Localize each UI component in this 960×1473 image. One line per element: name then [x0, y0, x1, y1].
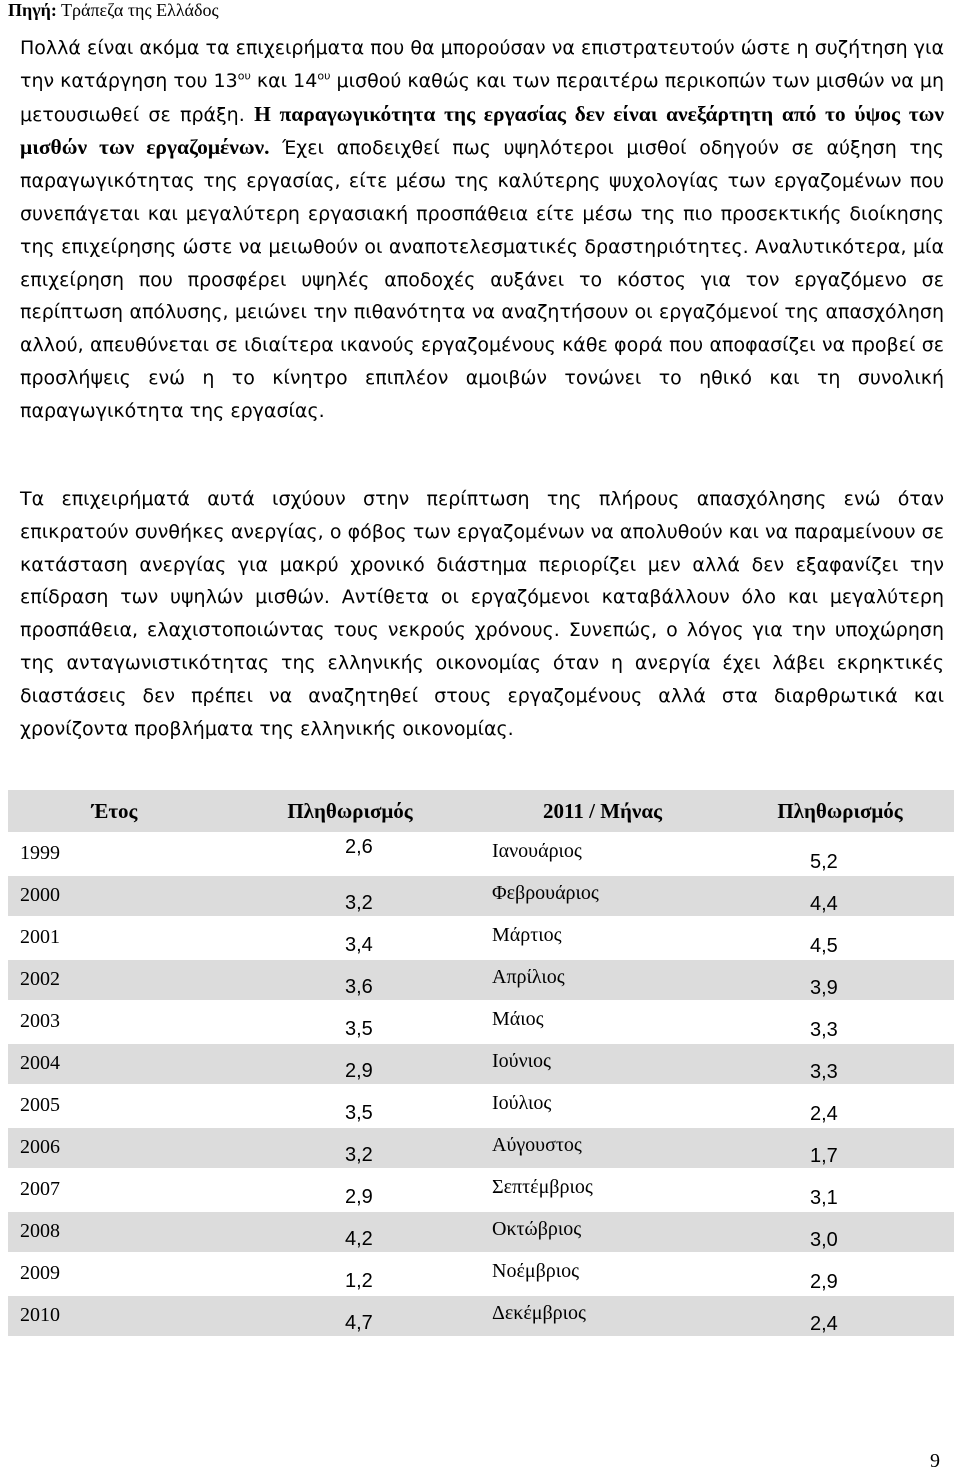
- month-cell: [479, 1295, 726, 1337]
- annual-inflation-cell-value: 2,9: [345, 1060, 373, 1082]
- year-cell: [8, 833, 221, 875]
- monthly-inflation-cell: [726, 1043, 954, 1085]
- table-header-row: [8, 790, 954, 833]
- table-row: [8, 833, 954, 875]
- month-cell-value: Απρίλιος: [492, 966, 565, 988]
- year-cell: [8, 959, 221, 1001]
- month-cell: [479, 1253, 726, 1295]
- table-row: [8, 1043, 954, 1085]
- monthly-inflation-cell: [726, 1085, 954, 1127]
- paragraph-1-text-b: και 14: [250, 69, 318, 92]
- monthly-inflation-cell-value: 3,3: [810, 1061, 838, 1083]
- year-cell-value: 2005: [20, 1094, 60, 1116]
- month-cell: [479, 1085, 726, 1127]
- annual-inflation-cell: [221, 833, 479, 875]
- source-line: [8, 0, 219, 21]
- table-row: [8, 1295, 954, 1337]
- paragraph-2: Τα επιχειρήματά αυτά ισχύουν στην περίπτωση της πλήρους απασχόλησης ενώ όταν επικρατούν συνθήκες ανεργίας, ο φόβος των εργαζομένων να απολυθούν και να παραμείνουν σε κατάσταση ανεργίας για μακρύ χρονικό διάστημα περιορίζει μεν αλλά δεν εξαφανίζει την επίδραση των υψηλών μισθών. Αντίθετα οι εργαζόμενοι καταβάλλουν όλο και μεγαλύτερη προσπάθεια, ελαχιστοποιώντας τους νεκρούς χρόνους. Συνεπώς, ο λόγος για την υποχώρηση της ανταγωνιστικότητας της ελληνικής οικονομίας όταν η ανεργία έχει λάβει εκρηκτικές διαστάσεις δεν πρέπει να αναζητηθεί στους εργαζομένους αλλά στα διαρθρωτικά και χρονίζοντα προβλήματα της ελληνικής οικονομίας.: [20, 488, 944, 740]
- monthly-inflation-cell: [726, 1211, 954, 1253]
- monthly-inflation-cell: [726, 833, 954, 875]
- year-cell-value: 2000: [20, 884, 60, 906]
- month-cell: [479, 959, 726, 1001]
- annual-inflation-cell-value: 3,5: [345, 1018, 373, 1040]
- year-cell-value: 1999: [20, 842, 60, 864]
- month-cell: [479, 1127, 726, 1169]
- paragraph-1-text-c: μισθού καθώς και των περαιτέρω περικοπών των μισθών να μη μετουσιωθεί σε πράξη.: [20, 69, 944, 126]
- monthly-inflation-cell-value: 2,4: [810, 1313, 838, 1335]
- inflation-table: [8, 790, 954, 1338]
- monthly-inflation-cell-value: 4,5: [810, 935, 838, 957]
- year-cell-value: 2001: [20, 926, 60, 948]
- table-row: [8, 875, 954, 917]
- monthly-inflation-cell: [726, 959, 954, 1001]
- month-cell: [479, 875, 726, 917]
- superscript-14th: ου: [317, 69, 331, 83]
- paragraph-1-text-a: Πολλά είναι ακόμα τα επιχειρήματα που θα μπορούσαν να επιστρατευτούν ώστε η συζήτηση για την κατάργηση του 13: [20, 37, 944, 92]
- superscript-13th: ου: [237, 69, 251, 83]
- month-cell-value: Νοέμβριος: [492, 1260, 580, 1282]
- month-cell-value: Αύγουστος: [492, 1134, 582, 1156]
- table-row: [8, 1085, 954, 1127]
- annual-inflation-cell: [221, 959, 479, 1001]
- annual-inflation-cell-value: 4,7: [345, 1312, 373, 1334]
- header-month-2011: 2011 / Μήνας: [479, 790, 726, 833]
- paragraph-1-text-d: Έχει αποδειχθεί πως υψηλότεροι μισθοί οδηγούν σε αύξηση της παραγωγικότητας της εργασίας, είτε μέσω της καλύτερης ψυχολογίας των εργαζομένων που συνεπάγεται και μεγαλύτερη εργασιακή προσπάθεια είτε μέσω της πιο προσεκτικής διοίκησης της επιχείρησης ώστε να μειωθούν οι αναποτελεσματικές δραστηριότητες. Αναλυτικότερα, μία επιχείρηση που προσφέρει υψηλές αποδοχές αυξάνει το κόστος για τον εργαζόμενο σε περίπτωση απόλυσης, μειώνει την πιθανότητα να αναζητήσουν οι εργαζόμενοί της απασχόληση αλλού, απευθύνεται σε ιδιαίτερα ικανούς εργαζομένους κάθε φορά που αποφασίζει να προβεί σε προσλήψεις ενώ η το κίνητρο επιπλέον αμοιβών τονώνει το ηθικό και τη συνολική παραγωγικότητα της εργασίας.: [20, 137, 944, 422]
- year-cell-value: 2010: [20, 1304, 60, 1326]
- annual-inflation-cell-value: 2,6: [345, 836, 373, 858]
- year-cell-value: 2009: [20, 1262, 60, 1284]
- year-cell: [8, 1043, 221, 1085]
- monthly-inflation-cell-value: 1,7: [810, 1145, 838, 1167]
- year-cell: [8, 1169, 221, 1211]
- annual-inflation-cell: [221, 917, 479, 959]
- year-cell-value: 2007: [20, 1178, 60, 1200]
- table-row: [8, 1253, 954, 1295]
- annual-inflation-cell-value: 4,2: [345, 1228, 373, 1250]
- annual-inflation-cell-value: 3,5: [345, 1102, 373, 1124]
- month-cell-value: Δεκέμβριος: [492, 1302, 586, 1324]
- annual-inflation-cell: [221, 1253, 479, 1295]
- year-cell: [8, 1001, 221, 1043]
- month-cell-value: Οκτώβριος: [492, 1218, 582, 1240]
- monthly-inflation-cell-value: 3,1: [810, 1187, 838, 1209]
- month-cell: [479, 917, 726, 959]
- month-cell-value: Φεβρουάριος: [492, 882, 599, 904]
- annual-inflation-cell: [221, 1001, 479, 1043]
- month-cell-value: Μάρτιος: [492, 924, 562, 946]
- month-cell: [479, 1043, 726, 1085]
- annual-inflation-cell: [221, 1085, 479, 1127]
- year-cell-value: 2006: [20, 1136, 60, 1158]
- annual-inflation-cell: [221, 1295, 479, 1337]
- year-cell: [8, 875, 221, 917]
- month-cell-value: Ιούνιος: [492, 1050, 551, 1072]
- month-cell: [479, 1001, 726, 1043]
- source-label: Πηγή:: [8, 0, 57, 20]
- month-cell-value: Σεπτέμβριος: [492, 1176, 593, 1198]
- year-cell-value: 2003: [20, 1010, 60, 1032]
- page-number: 9: [930, 1450, 940, 1472]
- monthly-inflation-cell: [726, 1127, 954, 1169]
- annual-inflation-cell: [221, 1127, 479, 1169]
- monthly-inflation-cell: [726, 1253, 954, 1295]
- header-inflation-monthly: Πληθωρισμός: [726, 790, 954, 833]
- monthly-inflation-cell-value: 3,9: [810, 977, 838, 999]
- table-row: [8, 1211, 954, 1253]
- monthly-inflation-cell-value: 3,0: [810, 1229, 838, 1251]
- monthly-inflation-cell: [726, 875, 954, 917]
- annual-inflation-cell-value: 1,2: [345, 1270, 373, 1292]
- table-row: [8, 1001, 954, 1043]
- year-cell: [8, 1211, 221, 1253]
- header-year: Έτος: [8, 790, 221, 833]
- monthly-inflation-cell: [726, 1295, 954, 1337]
- month-cell-value: Ιούλιος: [492, 1092, 552, 1114]
- month-cell: [479, 1169, 726, 1211]
- table-row: [8, 1127, 954, 1169]
- source-text: Τράπεζα της Ελλάδος: [56, 0, 219, 20]
- year-cell: [8, 1085, 221, 1127]
- table-row: [8, 1169, 954, 1211]
- annual-inflation-cell: [221, 1211, 479, 1253]
- annual-inflation-cell-value: 3,2: [345, 1144, 373, 1166]
- year-cell: [8, 1253, 221, 1295]
- header-inflation-annual: Πληθωρισμός: [221, 790, 479, 833]
- annual-inflation-cell-value: 3,4: [345, 934, 373, 956]
- month-cell: [479, 1211, 726, 1253]
- month-cell-value: Ιανουάριος: [492, 840, 582, 862]
- annual-inflation-cell-value: 3,6: [345, 976, 373, 998]
- annual-inflation-cell: [221, 1169, 479, 1211]
- monthly-inflation-cell-value: 2,4: [810, 1103, 838, 1125]
- paragraph-1: [20, 32, 944, 428]
- month-cell: [479, 833, 726, 875]
- table-row: [8, 917, 954, 959]
- year-cell-value: 2004: [20, 1052, 60, 1074]
- table-row: [8, 959, 954, 1001]
- annual-inflation-cell: [221, 875, 479, 917]
- year-cell: [8, 1127, 221, 1169]
- monthly-inflation-cell-value: 5,2: [810, 851, 838, 873]
- monthly-inflation-cell-value: 4,4: [810, 893, 838, 915]
- monthly-inflation-cell: [726, 1169, 954, 1211]
- annual-inflation-cell-value: 3,2: [345, 892, 373, 914]
- year-cell: [8, 917, 221, 959]
- month-cell-value: Μάιος: [492, 1008, 544, 1030]
- monthly-inflation-cell-value: 3,3: [810, 1019, 838, 1041]
- annual-inflation-cell-value: 2,9: [345, 1186, 373, 1208]
- monthly-inflation-cell-value: 2,9: [810, 1271, 838, 1293]
- year-cell-value: 2002: [20, 968, 60, 990]
- monthly-inflation-cell: [726, 917, 954, 959]
- year-cell: [8, 1295, 221, 1337]
- monthly-inflation-cell: [726, 1001, 954, 1043]
- annual-inflation-cell: [221, 1043, 479, 1085]
- year-cell-value: 2008: [20, 1220, 60, 1242]
- paragraph-1-bold-statement: Η παραγωγικότητα της εργασίας δεν είναι ανεξάρτητη από το ύψος των μισθών των εργαζομένων.: [20, 101, 944, 160]
